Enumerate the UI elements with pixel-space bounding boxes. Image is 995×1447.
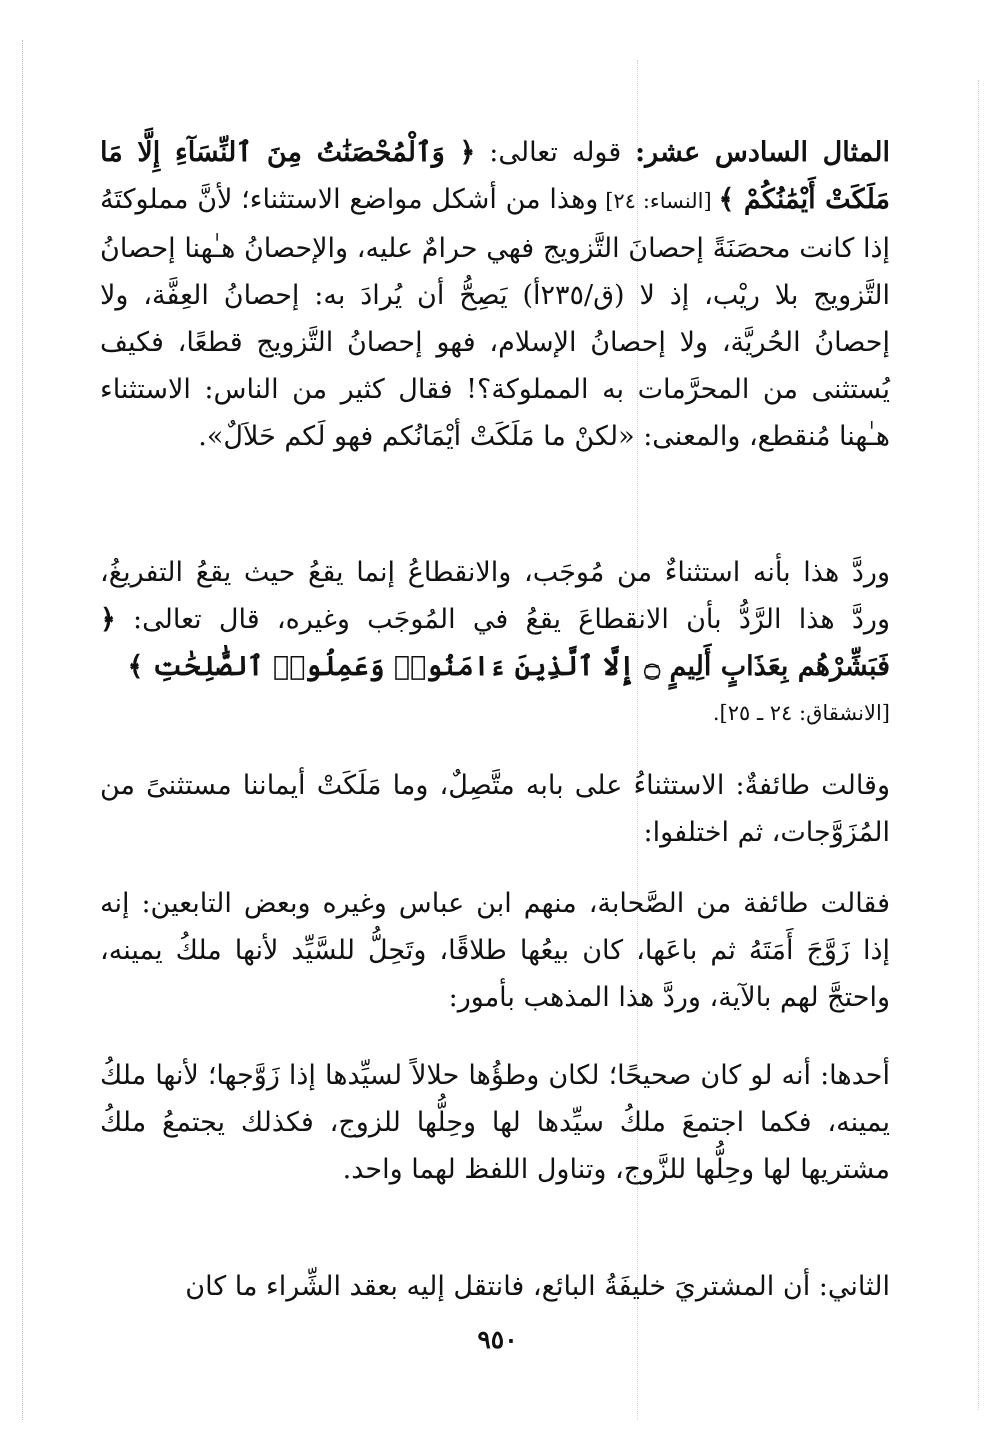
verse-reference: [النساء: ٢٤] [598,189,719,213]
paragraph-second-objection [100,1263,890,1310]
quran-bracket-close: ﴾ [718,184,735,215]
quran-verse: وَٱلْمُحْصَنَٰتُ مِنَ ٱلنِّسَآءِ إِلَّا مَا مَلَكَتْ أَيْمَٰنُكُمْ [100,137,890,215]
paragraph-connected-view [100,762,890,856]
page-number: ٩٥٠ [477,1325,518,1354]
intro-text: قوله تعالى: [475,137,636,168]
paragraph-body: وقالت طائفةٌ: الاستثناءُ على بابه متَّصِلٌ، وما مَلَكَتْ أيماننا مستثنىً من المُزَوَّجات، ثم اختلفوا: [100,770,890,848]
verse-reference: [الانشقاق: ٢٤ ـ ٢٥]. [712,701,890,725]
quran-bracket-open: ﴿ [459,137,476,168]
example-heading: المثال السادس عشر: [635,137,890,168]
quran-bracket-close: ﴾ [127,651,144,682]
paragraph-rebuttal [100,549,890,737]
paragraph-body: وهذا من أشكل مواضع الاستثناء؛ لأنَّ مملوكتَهُ إذا كانت محصَنَةً إحصانَ التَّزويج فهي حرامٌ عليه، والإحصانُ هـٰهنا إحصانُ التَّزويج بلا ريْب، إذ لا (ق/٢٣٥أ) يَصِحُّ أن يُرادَ به: إحصانُ العِفَّة، ولا إحصانُ الحُريَّة، ولا إحصانُ الإسلام، فهو إحصانُ التَّزويج قطعًا، فكيف يُستثنى من المحرَّمات به المملوكة؟! فقال كثير من الناس: الاستثناء هـٰهنا مُنقطع، والمعنى: «لكنْ ما مَلَكَتْ أيْمَانُكم فهو لَكم حَلاَلٌ». [100,184,890,452]
paragraph-body: فقالت طائفة من الصَّحابة، منهم ابن عباس وغيره وبعض التابعين: إنه إذا زَوَّجَ أَمَتَهُ ثم باعَها، كان بيعُها طلاقًا، وتَحِلُّ للسَّيِّد لأنها ملكُ يمينه، واحتجَّ لهم بالآية، وردَّ هذا المذهب بأمور: [100,888,890,1013]
quran-bracket-open: ﴿ [100,604,116,635]
paragraph-example-16 [100,129,890,460]
quran-verse: فَبَشِّرْهُم بِعَذَابٍ أَلِيمٍ ۝ إِلَّا ٱلَّذِينَ ءَامَنُوا۟ وَعَمِلُوا۟ ٱلصَّٰلِحَٰتِ [143,651,890,682]
paragraph-companions-view [100,880,890,1021]
scan-artifact-line [978,80,979,1410]
paragraph-first-objection [100,1052,890,1193]
paragraph-body: وردَّ هذا بأنه استثناءٌ من مُوجَب، والانقطاعُ إنما يقعُ حيث يقعُ التفريغُ، وردَّ هذا الرَّدُّ بأن الانقطاعَ يقعُ في المُوجَب وغيره، قال تعالى: [100,557,890,635]
paragraph-body: الثاني: أن المشتريَ خليفَةُ البائع، فانتقل إليه بعقد الشِّراء ما كان [185,1271,890,1302]
paragraph-body: أحدها: أنه لو كان صحيحًا؛ لكان وطؤُها حلالاً لسيِّدها إذا زَوَّجها؛ لأنها ملكُ يمينه، فكما اجتمعَ ملكُ سيِّدها لها وحِلُّها للزوج، فكذلك يجتمعُ ملكُ مشتريها لها وحِلُّها للزَّوج، وتناول اللفظ لهما واحد. [100,1060,890,1185]
scan-artifact-line [22,40,23,1420]
